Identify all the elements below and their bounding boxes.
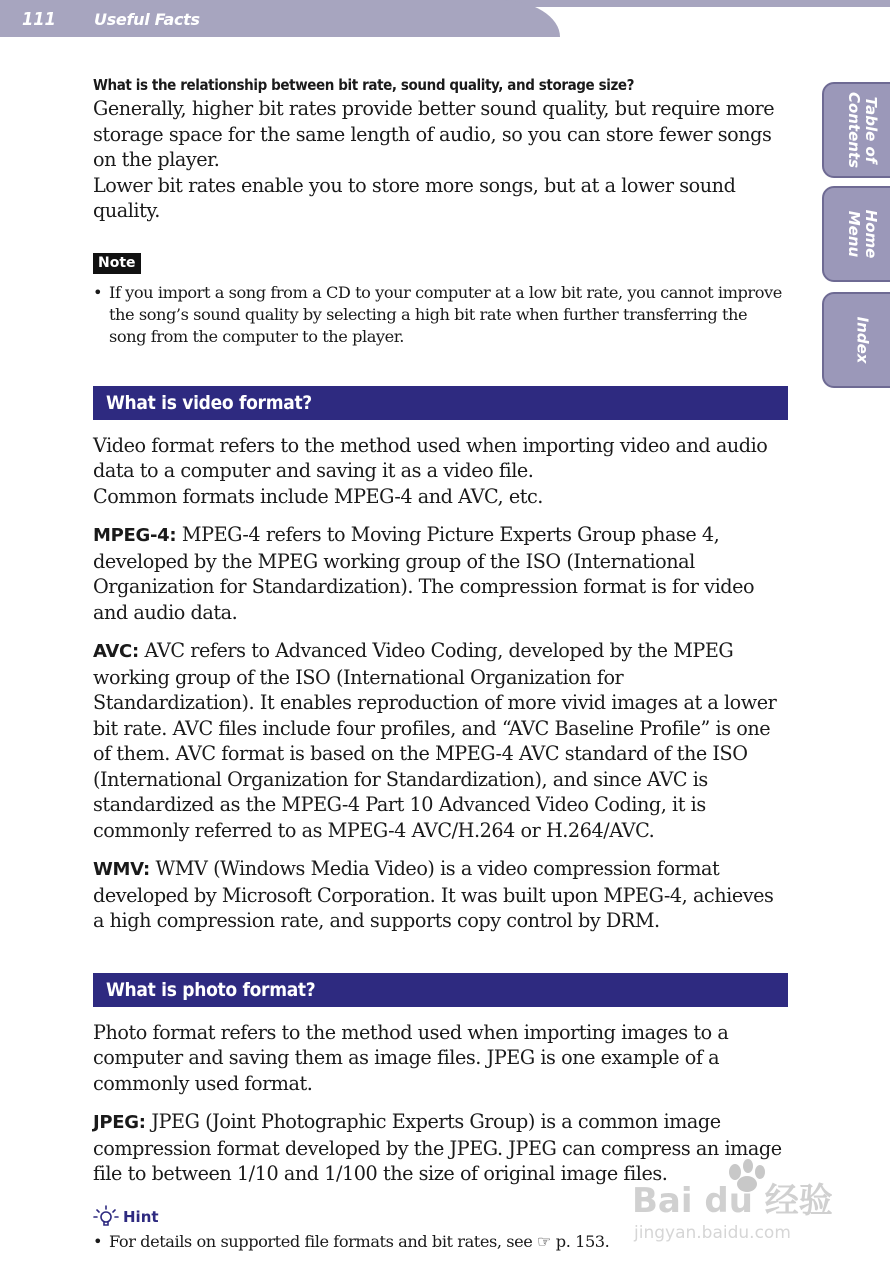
page-ref-icon: ☞	[537, 1231, 552, 1251]
section-title: Useful Facts	[94, 10, 200, 29]
photo-paragraph-1: Photo format refers to the method used when importing images to a computer and saving them as image files. JPEG is one example of a commonly used format.	[93, 1020, 729, 1095]
tab-label: Home Menu	[845, 209, 880, 259]
video-paragraph-1: Video format refers to the method used when importing video and audio data to a computer and saving it as a video file.	[93, 433, 768, 482]
lightbulb-icon	[93, 1205, 119, 1229]
wmv-definition	[93, 856, 788, 934]
bitrate-paragraph-2: Lower bit rates enable you to store more songs, but at a lower sound quality.	[93, 173, 736, 222]
baidu-watermark	[630, 1150, 840, 1250]
page-number: 111	[22, 9, 56, 30]
tab-table-of-contents[interactable]	[822, 82, 890, 178]
page-header	[0, 0, 560, 37]
video-format-heading: What is video format?	[93, 386, 788, 420]
photo-format-heading: What is photo format?	[93, 973, 788, 1007]
mpeg4-term: MPEG-4:	[93, 525, 177, 546]
watermark-brand: Bai du 经验	[632, 1181, 833, 1221]
jpeg-text: JPEG (Joint Photographic Experts Group) is a common image compression format developed by the JPEG. JPEG can compress an image file to between 1/10 and 1/100 the size of original image files.	[93, 1110, 782, 1185]
tab-label: Index	[853, 316, 872, 364]
hint-label: Hint	[123, 1207, 159, 1226]
avc-term: AVC:	[93, 641, 139, 662]
note-label: Note	[93, 253, 141, 274]
wmv-text: WMV (Windows Media Video) is a video compression format developed by Microsoft Corporation. It was built upon MPEG-4, achieves a high compression rate, and supports copy control by DRM.	[93, 857, 774, 932]
avc-text: AVC refers to Advanced Video Coding, developed by the MPEG working group of the ISO (International Organization for Standardization). It enables reproduction of more vivid images at a lower bit rate. AVC files include four profiles, and “AVC Baseline Profile” is one of them. AVC format is based on the MPEG-4 AVC standard of the ISO (International Organization for Standardization), and since AVC is standardized as the MPEG-4 Part 10 Advanced Video Coding, it is commonly referred to as MPEG-4 AVC/H.264 or H.264/AVC.	[93, 639, 777, 842]
bitrate-question: What is the relationship between bit rate, sound quality, and storage size?	[93, 76, 635, 94]
bitrate-paragraph-1: Generally, higher bit rates provide better sound quality, but require more storage space for the same length of audio, so you can store fewer songs on the player.	[93, 97, 775, 171]
tab-home-menu[interactable]	[822, 186, 890, 282]
note-list	[93, 282, 788, 348]
wmv-term: WMV:	[93, 859, 150, 880]
jpeg-term: JPEG:	[93, 1112, 146, 1133]
note-item: • If you import a song from a CD to your computer at a low bit rate, you cannot improve the song’s sound quality by selecting a high bit rate when further transferring the song from the computer to the player.	[93, 282, 788, 348]
tab-index[interactable]	[822, 292, 890, 388]
page-content	[93, 76, 788, 1253]
page-ref-link[interactable]: p. 153.	[551, 1231, 610, 1251]
mpeg4-definition	[93, 522, 788, 625]
video-paragraph-2: Common formats include MPEG-4 and AVC, etc.	[93, 484, 543, 508]
avc-definition	[93, 638, 788, 843]
watermark-url: jingyan.baidu.com	[634, 1223, 791, 1243]
hint-text: For details on supported file formats and bit rates, see	[109, 1231, 538, 1251]
mpeg4-text: MPEG-4 refers to Moving Picture Experts Group phase 4, developed by the MPEG working group of the ISO (International Organization for Standardization). The compression format is for video and audio data.	[93, 523, 755, 624]
tab-label: Table of Contents	[845, 91, 880, 169]
